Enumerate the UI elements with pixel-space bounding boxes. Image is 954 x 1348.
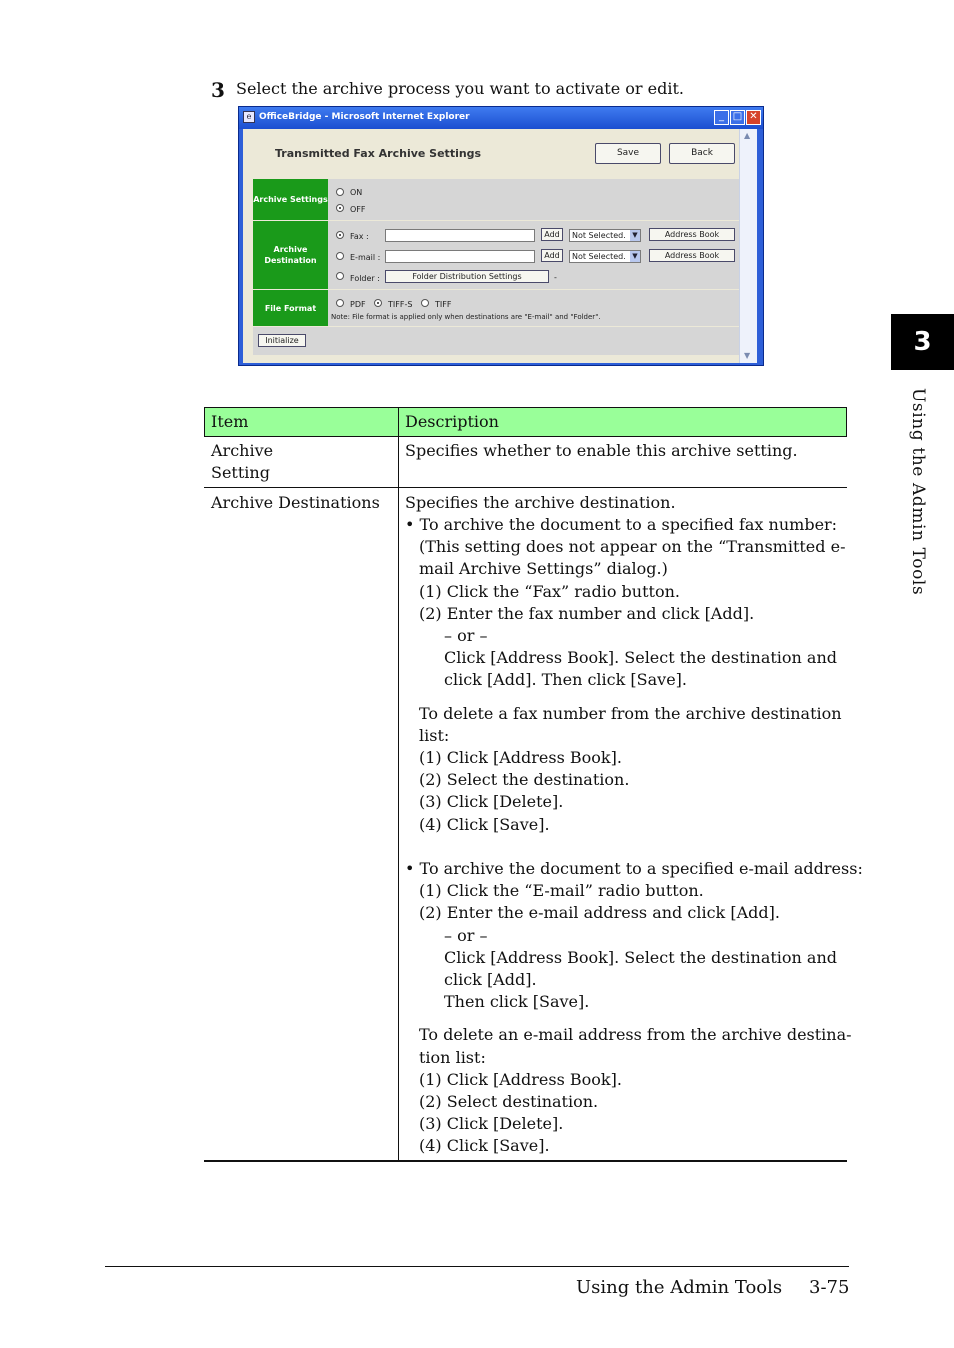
chevron-down-icon[interactable]: ▼ — [630, 251, 640, 262]
row2-desc-line: (1) Click [Address Book]. — [419, 1070, 622, 1089]
row2-desc-line: (1) Click the “Fax” radio button. — [419, 582, 680, 601]
row2-desc-line: – or – — [444, 626, 488, 645]
page-number: 3-75 — [809, 1277, 850, 1298]
row2-desc-line: (1) Click the “E-mail” radio button. — [419, 881, 704, 900]
tiffs-label: TIFF-S — [388, 300, 413, 309]
row2-desc-line: (4) Click [Save]. — [419, 1136, 550, 1155]
row2-desc-line: click [Add]. Then click [Save]. — [444, 670, 687, 689]
email-add-button[interactable]: Add — [541, 249, 563, 262]
tiff-radio[interactable] — [421, 299, 429, 307]
table-header — [204, 407, 847, 436]
row2-desc-line: (3) Click [Delete]. — [419, 792, 564, 811]
folder-value: - — [554, 273, 557, 282]
save-button[interactable]: Save — [595, 143, 661, 164]
header-item: Item — [211, 412, 249, 431]
row2-desc-line: (3) Click [Delete]. — [419, 1114, 564, 1133]
row2-desc-line: (1) Click [Address Book]. — [419, 748, 622, 767]
chapter-tab: 3 — [891, 314, 954, 370]
initialize-row — [253, 327, 739, 355]
archive-settings-label: Archive Settings — [253, 179, 328, 220]
row2-desc-line: (This setting does not appear on the “Transmitted e- — [419, 537, 846, 556]
archive-settings-row — [328, 179, 739, 220]
step-number: 3 — [211, 78, 225, 102]
off-radio[interactable] — [336, 204, 344, 212]
footer-rule — [105, 1266, 849, 1267]
chevron-down-icon[interactable]: ▼ — [630, 230, 640, 241]
on-radio[interactable] — [336, 188, 344, 196]
fax-label: Fax : — [350, 232, 369, 241]
window-title: OfficeBridge - Microsoft Internet Explorer — [259, 112, 470, 122]
browser-window-screenshot — [238, 106, 764, 366]
fax-add-button[interactable]: Add — [541, 228, 563, 241]
row1-item-line2: Setting — [211, 463, 270, 482]
row2-desc-line: (4) Click [Save]. — [419, 815, 550, 834]
back-button[interactable]: Back — [669, 143, 735, 164]
window-client-area — [243, 129, 757, 363]
row2-desc-line: – or – — [444, 926, 488, 945]
window-titlebar — [239, 107, 763, 129]
row2-desc-line: list: — [419, 726, 450, 745]
email-input[interactable] — [385, 250, 535, 263]
scroll-up-icon[interactable]: ▲ — [744, 131, 751, 140]
row2-desc-line: To delete an e-mail address from the archive destina- — [419, 1025, 852, 1044]
fax-address-book-button[interactable]: Address Book — [649, 228, 735, 241]
folder-label: Folder : — [350, 274, 380, 283]
row2-desc-line: click [Add]. — [444, 970, 537, 989]
scroll-down-icon[interactable]: ▼ — [744, 351, 751, 360]
row2-desc-line: tion list: — [419, 1048, 486, 1067]
row2-desc-line: (2) Select destination. — [419, 1092, 599, 1111]
email-destination-select[interactable] — [569, 250, 641, 263]
close-icon[interactable]: ✕ — [746, 110, 761, 125]
fax-input[interactable] — [385, 229, 535, 242]
chapter-side-text: Using the Admin Tools — [908, 388, 928, 596]
pdf-radio[interactable] — [336, 299, 344, 307]
row2-desc-line: Then click [Save]. — [444, 992, 590, 1011]
row2-desc-line: Specifies the archive destination. — [405, 493, 676, 512]
fax-radio[interactable] — [336, 231, 344, 239]
step-instruction: Select the archive process you want to activate or edit. — [236, 79, 684, 98]
row2-desc-line: (2) Enter the fax number and click [Add]. — [419, 604, 755, 623]
row2-desc-line: (2) Select the destination. — [419, 770, 630, 789]
email-label: E-mail : — [350, 253, 381, 262]
chapter-side-label — [906, 388, 928, 620]
tiff-label: TIFF — [435, 300, 452, 309]
row2-desc-line: • To archive the document to a specified fax number: — [405, 515, 838, 534]
fax-select-value: Not Selected. — [572, 231, 626, 240]
email-address-book-button[interactable]: Address Book — [649, 249, 735, 262]
row2-desc-line: • To archive the document to a specified e-mail address: — [405, 859, 863, 878]
row1-item-line1: Archive — [211, 441, 274, 460]
row2-desc-line: Click [Address Book]. Select the destination and — [444, 648, 838, 667]
footer-section: Using the Admin Tools — [576, 1277, 783, 1298]
pdf-label: PDF — [350, 300, 366, 309]
email-select-value: Not Selected. — [572, 252, 626, 261]
header-description: Description — [405, 412, 499, 431]
folder-distribution-button[interactable]: Folder Distribution Settings — [385, 270, 549, 283]
row2-desc-line: (2) Enter the e-mail address and click [Add]. — [419, 903, 780, 922]
row2-desc-line: mail Archive Settings” dialog.) — [419, 559, 668, 578]
initialize-button[interactable]: Initialize — [258, 334, 306, 347]
row2-item: Archive Destinations — [211, 493, 380, 512]
off-label: OFF — [350, 205, 366, 214]
panel-title: Transmitted Fax Archive Settings — [275, 147, 482, 160]
archive-destination-label: Archive Destination — [253, 221, 328, 289]
row2-desc-line: Click [Address Book]. Select the destination and — [444, 948, 838, 967]
file-format-row — [328, 290, 739, 326]
email-radio[interactable] — [336, 252, 344, 260]
folder-radio[interactable] — [336, 272, 344, 280]
file-format-note: Note: File format is applied only when destinations are "E-mail" and "Folder". — [331, 313, 601, 321]
browser-icon: e — [243, 111, 255, 123]
row2-desc-line: To delete a fax number from the archive destination — [419, 704, 842, 723]
maximize-icon[interactable]: □ — [730, 110, 745, 125]
row1-description: Specifies whether to enable this archive setting. — [405, 441, 798, 460]
on-label: ON — [350, 188, 363, 197]
file-format-label: File Format — [253, 290, 328, 326]
vertical-scrollbar[interactable] — [739, 129, 757, 363]
minimize-icon[interactable]: _ — [714, 110, 729, 125]
tiffs-radio[interactable] — [374, 299, 382, 307]
fax-destination-select[interactable] — [569, 229, 641, 242]
archive-destination-row — [328, 221, 739, 289]
